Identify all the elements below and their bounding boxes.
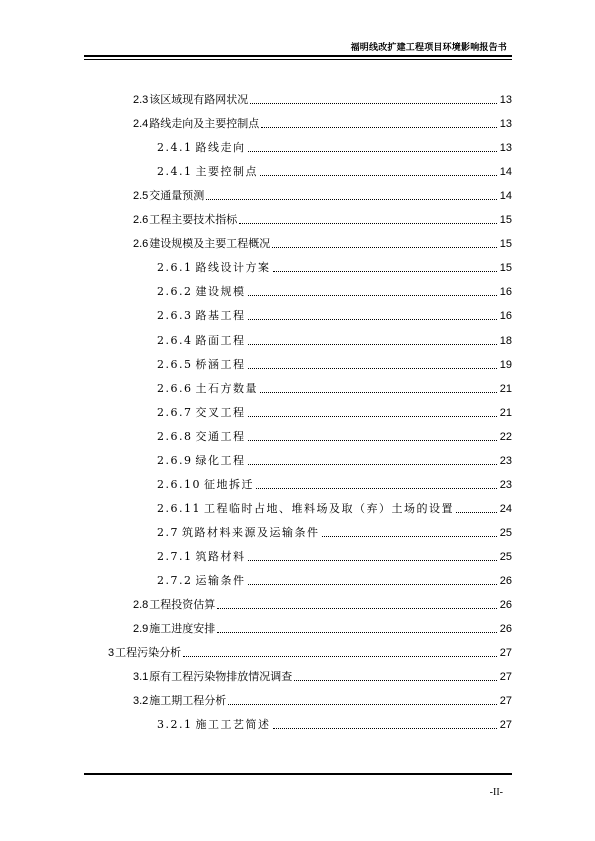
toc-entry[interactable]	[133, 618, 512, 636]
toc-dot-leader	[248, 439, 498, 441]
toc-entry[interactable]	[157, 330, 512, 348]
toc-entry-page: 13	[499, 142, 512, 155]
toc-entry-page: 13	[499, 94, 512, 106]
toc-entry-number: 2.6.7	[157, 405, 193, 419]
toc-dot-leader	[260, 391, 497, 393]
toc-entry-title: 运输条件	[195, 574, 246, 587]
toc-entry-number: 2.6	[133, 214, 149, 227]
toc-entry[interactable]	[133, 690, 512, 708]
toc-dot-leader	[217, 631, 497, 633]
toc-entry-number: 2.6.1	[157, 261, 193, 275]
toc-entry-title: 筑路材料来源及运输条件	[182, 525, 320, 539]
toc-dot-leader	[248, 559, 498, 561]
toc-entry-title: 施工进度安排	[149, 622, 216, 636]
toc-entry-page: 21	[499, 382, 512, 395]
toc-entry-number: 2.6.11	[157, 501, 201, 515]
toc-entry[interactable]	[157, 714, 512, 732]
toc-entry-number: 2.6	[133, 238, 149, 251]
toc-entry-title: 施工期工程分析	[149, 694, 227, 708]
toc-dot-leader	[273, 727, 498, 729]
toc-entry[interactable]	[157, 137, 512, 155]
toc-entry[interactable]	[157, 257, 512, 275]
toc-entry-page: 16	[499, 310, 512, 323]
toc-dot-leader	[248, 415, 498, 417]
toc-entry-page: 25	[499, 550, 512, 563]
toc-entry-number: 2.4.1	[157, 165, 193, 179]
toc-entry-page: 14	[499, 166, 512, 179]
toc-dot-leader	[248, 150, 498, 152]
toc-dot-leader	[206, 198, 497, 200]
toc-entry-page: 26	[499, 599, 512, 612]
toc-dot-leader	[248, 294, 498, 296]
toc-entry-page: 16	[499, 286, 512, 299]
toc-entry[interactable]	[157, 450, 512, 468]
toc-entry-page: 25	[499, 526, 512, 539]
toc-entry-title: 施工工艺简述	[195, 718, 271, 732]
page-number: -II-	[489, 787, 503, 798]
toc-entry-page: 22	[499, 430, 512, 443]
toc-dot-leader	[248, 343, 498, 345]
toc-entry-number: 2.6.9	[157, 453, 193, 467]
toc-entry-page: 27	[499, 695, 512, 708]
toc-entry-number: 3.2	[133, 695, 149, 708]
toc-entry-title: 交叉工程	[195, 405, 246, 419]
toc-entry-page: 27	[499, 647, 512, 660]
toc-dot-leader	[248, 583, 498, 585]
toc-entry-title: 该区域现有路网状况	[149, 93, 249, 106]
toc-entry-title: 工程投资估算	[149, 598, 216, 612]
footer-rule	[84, 773, 512, 775]
toc-entry[interactable]	[133, 594, 512, 612]
toc-entry-title: 土石方数量	[195, 381, 258, 395]
toc-entry[interactable]	[133, 666, 512, 684]
toc-entry-page: 23	[499, 454, 512, 467]
running-header-title: 福明线改扩建工程项目环境影响报告书	[350, 43, 507, 53]
toc-entry-page: 15	[499, 214, 512, 227]
toc-entry-page: 18	[499, 334, 512, 347]
toc-entry-page: 21	[499, 406, 512, 419]
toc-entry-title: 路面工程	[195, 333, 246, 347]
toc-entry-page: 23	[499, 478, 512, 491]
toc-entry[interactable]	[157, 426, 512, 444]
toc-entry-number: 2.7	[157, 525, 179, 539]
toc-entry-number: 2.6.3	[157, 309, 193, 323]
toc-entry[interactable]	[157, 498, 512, 516]
toc-entry-number: 2.6.6	[157, 381, 193, 395]
toc-dot-leader	[228, 703, 497, 705]
toc-entry-title: 建设规模	[195, 285, 246, 299]
toc-dot-leader	[248, 367, 498, 369]
toc-entry[interactable]	[157, 305, 512, 323]
toc-entry-title: 工程临时占地、堆料场及取（弃）土场的设置	[204, 501, 454, 515]
toc-entry-title: 筑路材料	[195, 549, 246, 563]
toc-entry[interactable]	[133, 113, 512, 131]
toc-entry-title: 绿化工程	[195, 453, 246, 467]
toc-entry[interactable]	[157, 546, 512, 564]
toc-entry-number: 2.6.8	[157, 429, 193, 443]
toc-entry-number: 2.4	[133, 118, 149, 131]
toc-entry-number: 2.6.10	[157, 477, 201, 491]
toc-entry-title: 建设规模及主要工程概况	[149, 237, 271, 251]
toc-dot-leader	[456, 511, 497, 513]
toc-entry-title: 路线走向及主要控制点	[149, 117, 260, 131]
toc-entry-title: 交通量预测	[149, 189, 205, 203]
toc-dot-leader	[248, 318, 498, 320]
toc-entry-page: 19	[499, 358, 512, 371]
toc-entry-page: 27	[499, 671, 512, 684]
toc-dot-leader	[248, 463, 498, 465]
toc-entry[interactable]	[133, 209, 512, 227]
toc-entry[interactable]	[157, 402, 512, 420]
toc-entry-number: 2.9	[133, 623, 149, 636]
toc-entry[interactable]	[108, 642, 512, 660]
toc-entry-title: 路线走向	[195, 141, 246, 155]
toc-entry-number: 2.6.4	[157, 333, 193, 347]
toc-entry-page: 24	[499, 502, 512, 515]
toc-entry-number: 2.8	[133, 599, 149, 612]
toc-dot-leader	[272, 246, 497, 248]
toc-entry-number: 2.3	[133, 94, 149, 106]
toc-entry-title: 交通工程	[195, 429, 246, 443]
toc-entry-page: 13	[499, 118, 512, 131]
toc-entry-page: 26	[499, 623, 512, 636]
toc-entry[interactable]	[157, 522, 512, 540]
toc-entry-number: 2.5	[133, 190, 149, 203]
toc-entry-number: 3.1	[133, 671, 149, 684]
toc-dot-leader	[250, 102, 497, 104]
toc-entry-page: 14	[499, 190, 512, 203]
toc-entry[interactable]	[157, 161, 512, 179]
toc-dot-leader	[217, 607, 497, 609]
toc-dot-leader	[261, 126, 497, 128]
toc-entry-title: 工程主要技术指标	[149, 213, 238, 227]
toc-dot-leader	[256, 487, 497, 489]
toc-dot-leader	[260, 174, 497, 176]
toc-entry-title: 桥涵工程	[195, 357, 246, 371]
toc-entry-number: 3.2.1	[157, 718, 193, 732]
toc-entry-title: 征地拆迁	[204, 477, 254, 491]
toc-entry-number: 2.4.1	[157, 141, 193, 155]
toc-entry[interactable]	[133, 89, 512, 107]
toc-entry[interactable]	[157, 474, 512, 492]
toc-entry-title: 路线设计方案	[195, 261, 271, 275]
toc-dot-leader	[294, 679, 497, 681]
toc-entry-title: 路基工程	[195, 309, 246, 323]
toc-dot-leader	[239, 222, 497, 224]
header-rule-thin	[84, 59, 512, 60]
toc-entry[interactable]	[133, 233, 512, 251]
toc-entry[interactable]	[157, 378, 512, 396]
toc-entry-page: 27	[499, 719, 512, 732]
toc-entry-title: 主要控制点	[195, 165, 258, 179]
toc-entry[interactable]	[157, 281, 512, 299]
toc-entry-page: 15	[499, 238, 512, 251]
toc-entry[interactable]	[157, 570, 512, 588]
toc-entry-title: 工程污染分析	[115, 646, 182, 660]
toc-dot-leader	[183, 655, 497, 657]
toc-entry-number: 2.6.2	[157, 285, 193, 299]
toc-entry-number: 2.7.2	[157, 574, 193, 587]
toc-entry-number: 2.7.1	[157, 549, 193, 563]
toc-entry-title: 原有工程污染物排放情况调查	[149, 670, 293, 684]
toc-entry[interactable]	[133, 185, 512, 203]
toc-entry-number: 3	[108, 647, 115, 660]
toc-entry-page: 26	[499, 575, 512, 587]
toc-dot-leader	[273, 270, 498, 272]
toc-dot-leader	[322, 535, 498, 537]
header-rule-thick	[84, 55, 512, 57]
toc-entry-page: 15	[499, 262, 512, 275]
toc-entry[interactable]	[157, 354, 512, 372]
toc-entry-number: 2.6.5	[157, 357, 193, 371]
